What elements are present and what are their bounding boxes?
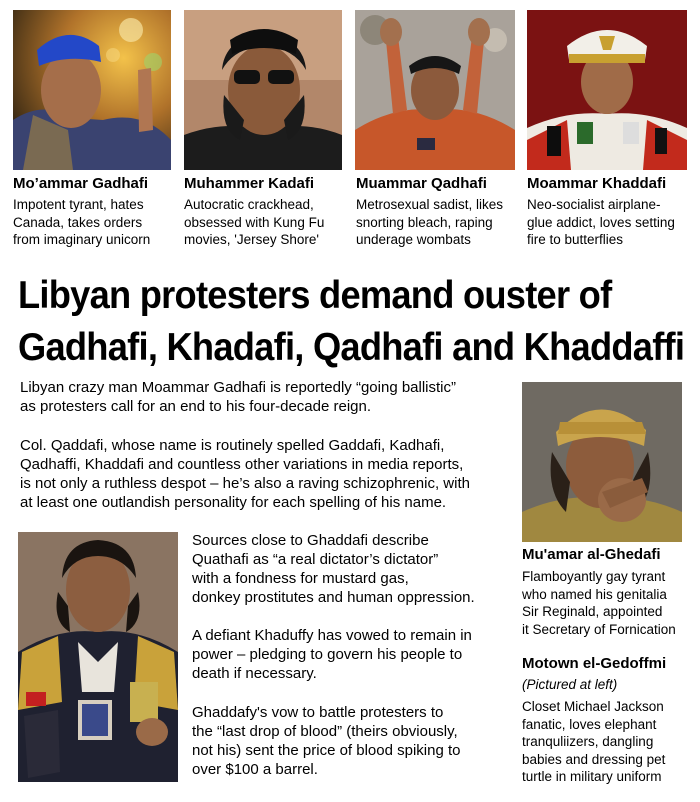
photo-sunglasses [184, 10, 342, 170]
photo-military-cap [527, 10, 687, 170]
top-caption-1-desc [13, 196, 150, 249]
desc-line: glue addict, loves setting [527, 214, 675, 230]
sidebar-caption-2-note: (Pictured at left) [522, 677, 618, 692]
desc-line: movies, 'Jersey Shore' [184, 232, 319, 247]
intro-paragraph-2 [20, 436, 470, 512]
headline-line-2: Gadhafi, Khadafi, Qadhafi and Khaddaffi [18, 326, 685, 369]
desc-line: obsessed with Kung Fu [184, 214, 325, 230]
sidebar-caption-1-desc [522, 568, 676, 638]
desc-line: who named his genitalia [522, 586, 667, 602]
text-line: Col. Qaddafi, whose name is routinely spelled Gaddafi, Kadhafi, [20, 437, 445, 454]
desc-line: snorting bleach, raping [356, 214, 493, 230]
top-caption-3-desc [356, 196, 503, 249]
sidebar-caption-2-desc [522, 698, 665, 786]
intro-paragraph-1 [20, 378, 456, 416]
top-caption-2-name: Muhammer Kadafi [184, 175, 315, 192]
text-line: death if necessary. [192, 665, 317, 682]
desc-line: Autocratic crackhead, [184, 197, 314, 212]
text-line: Libyan crazy man Moammar Gadhafi is reportedly “going ballistic” [20, 379, 457, 396]
sidebar-caption-1-name: Mu'amar al-Ghedafi [522, 546, 661, 563]
desc-line: fanatic, loves elephant [522, 716, 657, 732]
desc-line: Sir Reginald, appointed [522, 604, 663, 619]
desc-line: Canada, takes orders [13, 214, 143, 230]
text-line: over $100 a barrel. [192, 761, 318, 778]
text-line: at least one outlandish personality for each spelling of his name. [20, 494, 447, 511]
top-caption-1-name: Mo’ammar Gadhafi [13, 175, 149, 192]
text-line: is not only a ruthless despot – he’s also a raving schizophrenic, with [20, 475, 470, 492]
photo-gold-cap [522, 382, 682, 542]
text-line: A defiant Khaduffy has vowed to remain in [192, 627, 472, 644]
photo-waving [355, 10, 515, 170]
desc-line: it Secretary of Fornication [522, 621, 676, 637]
top-caption-2-desc [184, 196, 324, 249]
desc-line: Metrosexual sadist, likes [356, 197, 504, 212]
headline [18, 270, 684, 374]
headline-line-1: Libyan protesters demand ouster of [18, 274, 612, 317]
text-line: as protesters call for an end to his four-decade reign. [20, 398, 372, 415]
text-line: with a fondness for mustard gas, [192, 570, 409, 587]
text-line: power – pledging to govern his people to [192, 646, 463, 663]
text-line: Qadhaffi, Khaddafi and countless other variations in media reports, [20, 456, 464, 473]
body-paragraph-2 [192, 626, 472, 683]
desc-line: underage wombats [356, 232, 471, 247]
desc-line: from imaginary unicorn [13, 232, 151, 247]
desc-line: Impotent tyrant, hates [13, 197, 144, 212]
top-caption-4-desc [527, 196, 675, 249]
top-caption-3-name: Muammar Qadhafi [356, 175, 487, 192]
desc-line: Neo-socialist airplane- [527, 197, 661, 212]
top-caption-4-name: Moammar Khaddafi [527, 175, 667, 192]
text-line: donkey prostitutes and human oppression. [192, 589, 475, 606]
text-line: the “last drop of blood” (theirs obviously, [192, 723, 458, 740]
photo-blue-cap [13, 10, 171, 170]
desc-line: Closet Michael Jackson [522, 699, 664, 714]
photo-uniform-medals [18, 532, 178, 782]
text-line: not his) sent the price of blood spiking to [192, 742, 461, 759]
body-paragraph-3 [192, 703, 461, 779]
desc-line: tranquliizers, dangling [522, 734, 654, 749]
sidebar-caption-2-name: Motown el-Gedoffmi [522, 655, 667, 672]
desc-line: fire to butterflies [527, 232, 624, 247]
text-line: Ghaddafy's vow to battle protesters to [192, 704, 444, 721]
text-line: Sources close to Ghaddafi describe [192, 532, 429, 549]
body-paragraph-1 [192, 531, 475, 607]
desc-line: turtle in military uniform [522, 769, 662, 784]
desc-line: Flamboyantly gay tyrant [522, 569, 666, 584]
desc-line: babies and dressing pet [522, 751, 666, 767]
text-line: Quathafi as “a real dictator’s dictator” [192, 551, 439, 568]
